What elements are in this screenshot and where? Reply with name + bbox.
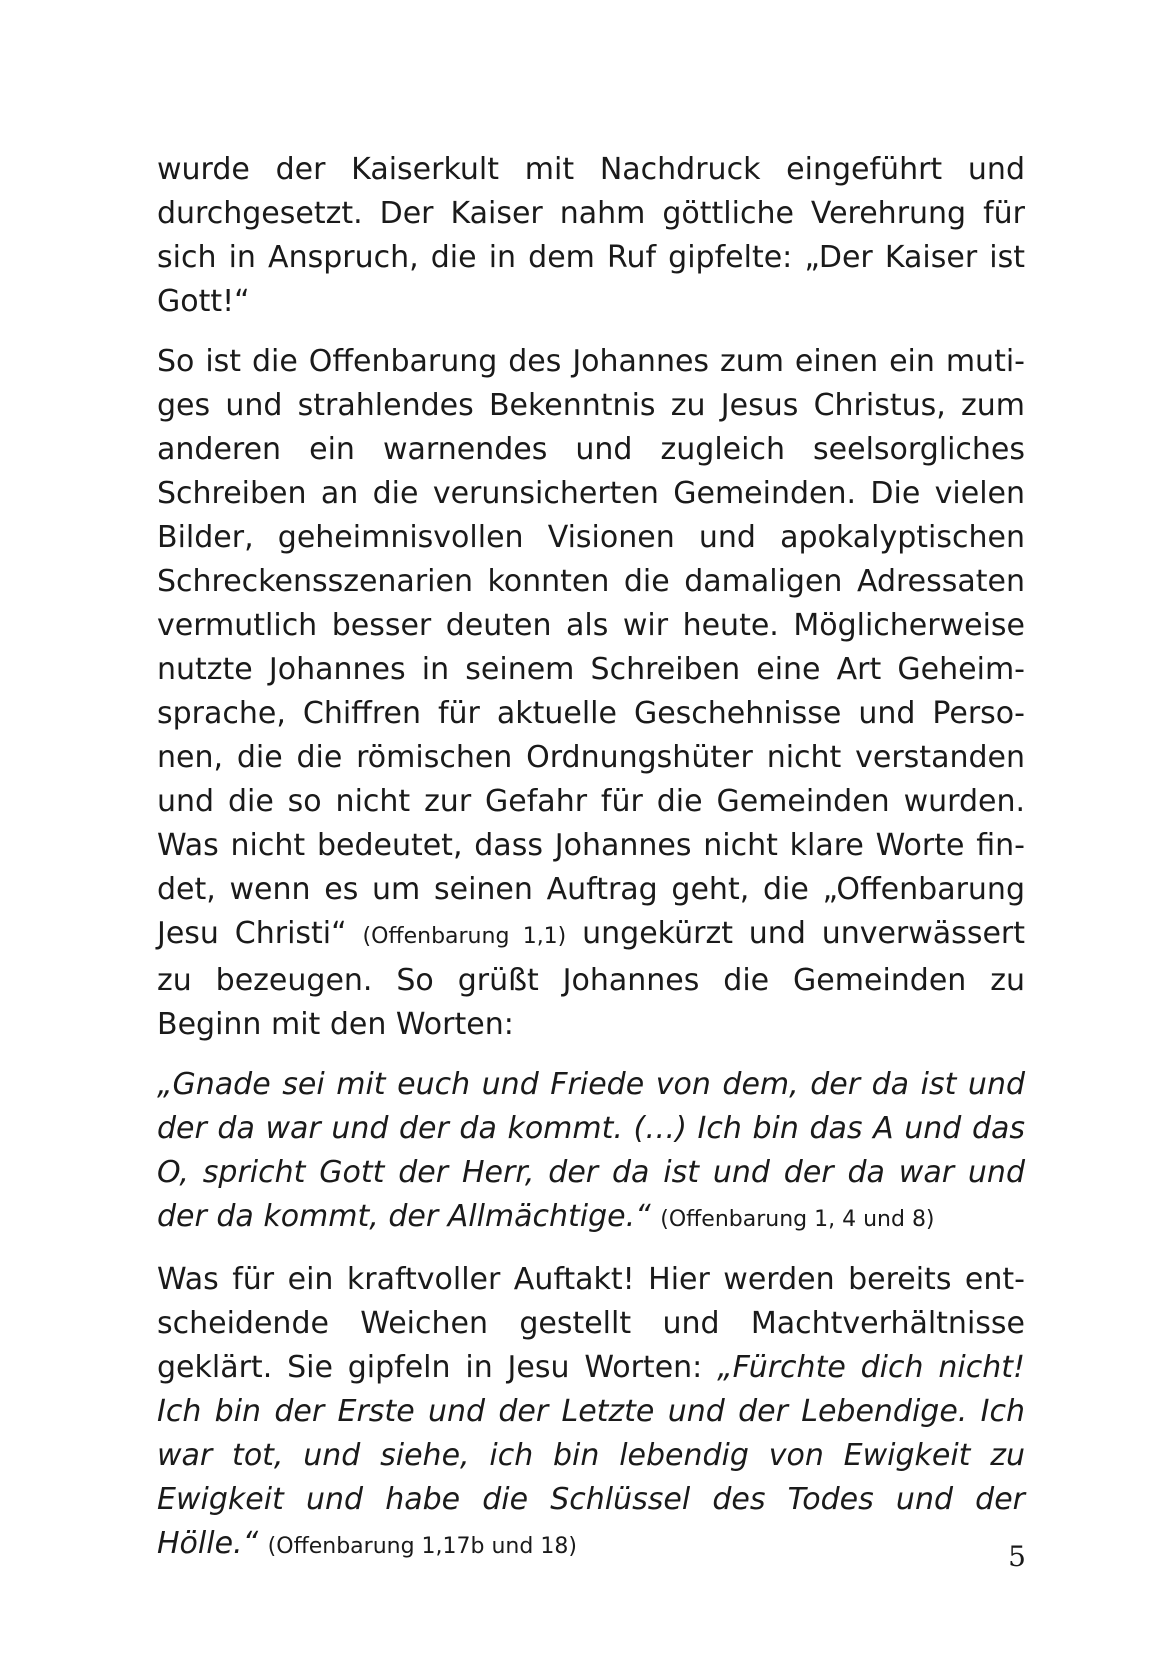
bible-reference: (Offenbarung 1,1): [362, 924, 567, 949]
paragraph-auftakt: [157, 1258, 1025, 1569]
page-body: [157, 148, 1025, 1585]
paragraph-offenbarung-tail: ungekürzt und unverwässert zu bezeugen. So grüßt Johannes die Gemeinden zu Beginn mit den Worten:: [157, 916, 1025, 1042]
paragraph-kaiserkult: wurde der Kaiserkult mit Nachdruck eingeführt und durchgesetzt. Der Kaiser nahm göttliche Verehrung für sich in Anspruch, die in dem Ruf gipfelte: „Der Kaiser ist Gott!“: [157, 152, 1025, 319]
paragraph-offenbarung-text: So ist die Offenbarung des Johannes zum einen ein mutiges und strahlendes Bekenntnis zu Jesus Christus, zum anderen ein warnendes und zugleich seelsorgliches Schreiben an die verunsicherten Gemeinden. Die vielen Bilder, geheimnisvollen Visionen und apokalyptischen Schreckensszenarien konnten die damaligen Adressaten vermutlich besser deuten als wir heute. Möglicherweise nutzte Johannes in seinem Schreiben eine Art Geheimsprache, Chiffren für aktuelle Geschehnisse und Personen, die die römischen Ordnungshüter nicht verstanden und die so nicht zur Gefahr für die Gemeinden wurden. Was nicht bedeutet, dass Johannes nicht klare Worte findet, wenn es um seinen Auftrag geht, die „Offenbarung Jesu Christi“: [157, 344, 1025, 951]
page-number: 5: [1008, 1540, 1026, 1573]
bible-reference: (Offenbarung 1,17b und 18): [267, 1534, 577, 1559]
bible-quote-jesus: „Fürchte dich nicht! Ich bin der Erste und der Letzte und der Lebendige. Ich war tot, und siehe, ich bin lebendig von Ewigkeit zu Ewigkeit und habe die Schlüssel des Todes und der Hölle.“: [157, 1350, 1025, 1561]
bible-quote-text: „Gnade sei mit euch und Friede von dem, der da ist und der da war und der da kommt. (…) Ich bin das A und das O, spricht Gott der Herr, der da ist und der da war und der da kommt, der Allmächtige.“: [157, 1067, 1025, 1234]
bible-quote-greeting: [157, 1063, 1025, 1242]
paragraph-offenbarung: [157, 340, 1025, 1047]
bible-reference: (Offenbarung 1, 4 und 8): [660, 1207, 935, 1232]
paragraph-auftakt-text: Was für ein kraftvoller Auftakt! Hier werden bereits entscheidende Weichen gestellt und Machtverhältnisse geklärt. Sie gipfeln in Jesu Worten:: [157, 1262, 1025, 1385]
